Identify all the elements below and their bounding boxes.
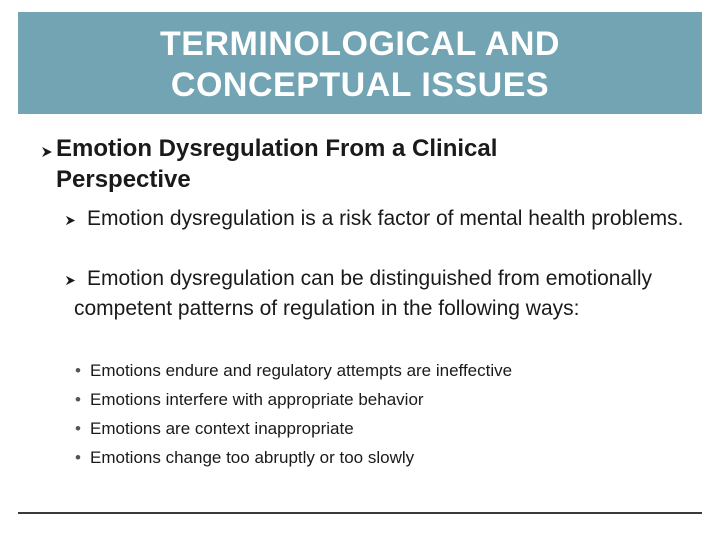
bottom-divider [18, 512, 702, 514]
point-item [64, 204, 704, 234]
wingding-bullet-icon [40, 136, 54, 167]
point-text: Emotion dysregulation can be distinguished from emotionally competent patterns of regulation in the following ways: [74, 267, 652, 320]
way-item [75, 356, 512, 385]
dot-bullet-icon: • [75, 390, 81, 409]
wingding-bullet-icon [64, 266, 77, 296]
heading-line1: Emotion Dysregulation From a Clinical [56, 135, 498, 162]
wingding-bullet-icon [64, 206, 77, 236]
dot-bullet-icon: • [75, 361, 81, 380]
slide-title-line2: CONCEPTUAL ISSUES [170, 66, 550, 104]
dot-bullet-icon: • [75, 419, 81, 438]
way-text: Emotions change too abruptly or too slowly [90, 448, 415, 467]
heading-line2: Perspective [56, 166, 191, 193]
point-text: Emotion dysregulation is a risk factor of mental health problems. [87, 207, 684, 230]
dot-bullet-icon: • [75, 448, 81, 467]
heading-bullet [40, 133, 680, 195]
slide-title-line1: TERMINOLOGICAL AND [160, 25, 560, 63]
way-item [75, 443, 414, 472]
way-item [75, 385, 424, 414]
way-text: Emotions interfere with appropriate behavior [90, 390, 424, 409]
way-text: Emotions are context inappropriate [90, 419, 354, 438]
slide-title [18, 24, 702, 106]
title-bar [18, 12, 702, 114]
point-item [64, 264, 704, 324]
way-item [75, 414, 354, 443]
way-text: Emotions endure and regulatory attempts are ineffective [90, 361, 513, 380]
